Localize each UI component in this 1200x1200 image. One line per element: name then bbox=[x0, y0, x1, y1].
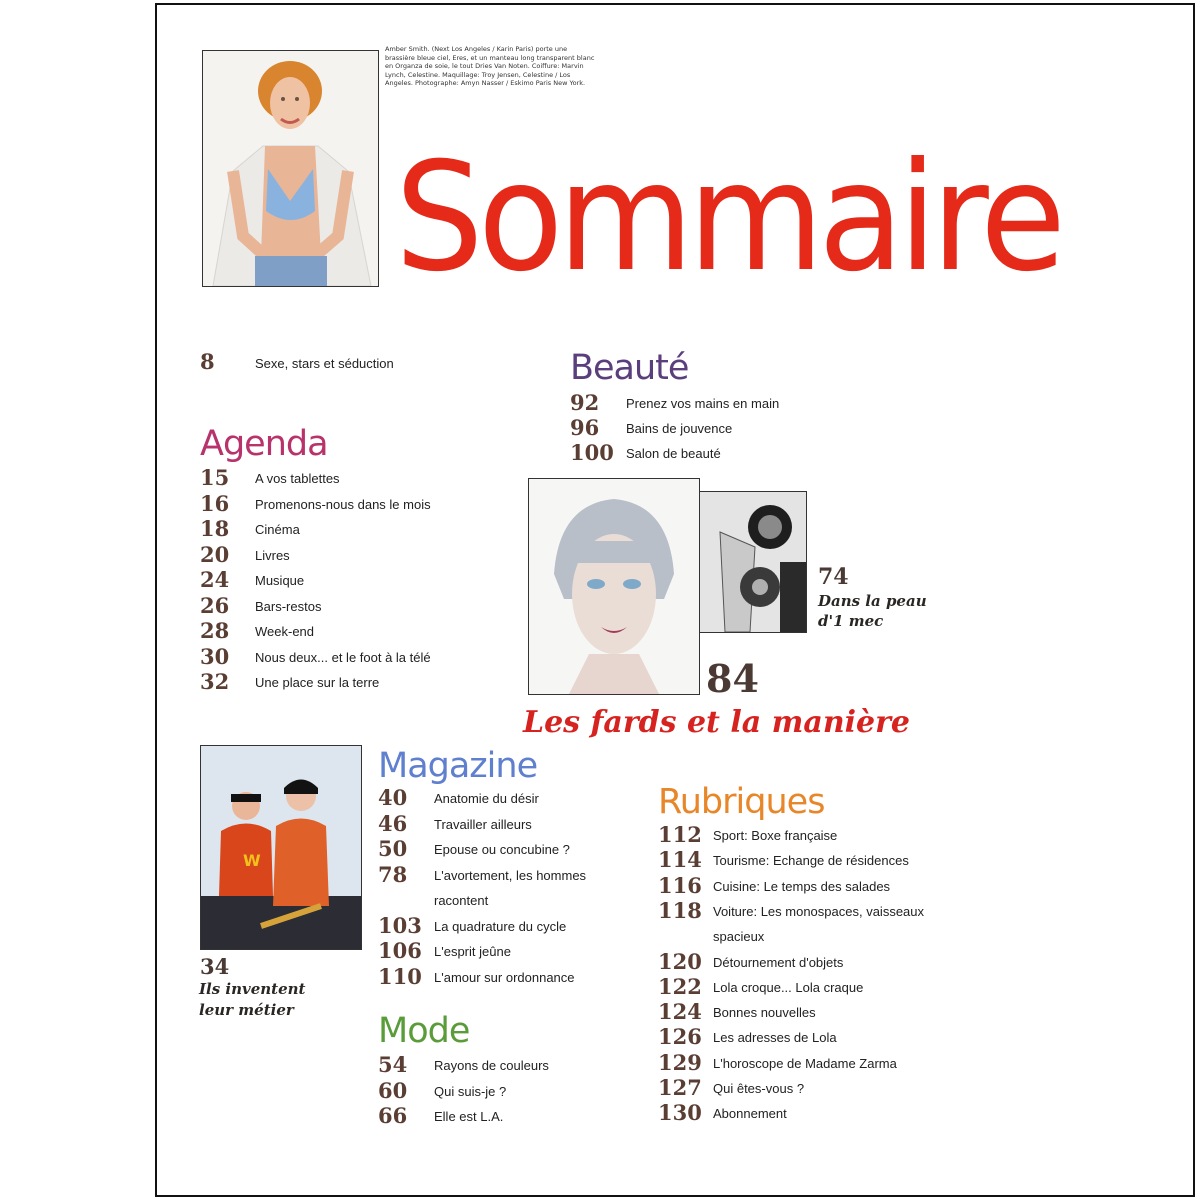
rubriques-item-number: 120 bbox=[658, 948, 702, 974]
magazine-item-label[interactable]: Anatomie du désir bbox=[434, 791, 539, 806]
mode-heading: Mode bbox=[378, 1011, 470, 1051]
magazine-item-label[interactable]: Epouse ou concubine ? bbox=[434, 842, 570, 857]
mode-item-label[interactable]: Qui suis-je ? bbox=[434, 1083, 507, 1099]
rubriques-item-number: 127 bbox=[658, 1075, 702, 1100]
motorcycle-photo bbox=[699, 491, 807, 633]
magazine-item-number: 46 bbox=[378, 810, 408, 836]
rubriques-item-number: 130 bbox=[658, 1100, 702, 1126]
magazine-item-label[interactable]: L'amour sur ordonnance bbox=[434, 969, 575, 985]
svg-text:W: W bbox=[243, 851, 261, 870]
magazine-item-number: 78 bbox=[378, 861, 408, 887]
motorcycle-illustration bbox=[700, 492, 806, 632]
cover-caption: Amber Smith. (Next Los Angeles / Karin Paris) porte une brassière bleue ciel, Eres, et un manteau long transparent blanc en Organza de soie, le tout Dries Van Noten. Coiffure: Marvin Lynch, Celestine. Maquillage: Troy Jensen, Celestine / Los Angeles. Photographe: Amyn Nasser / Eskimo Paris New York. bbox=[385, 45, 595, 88]
agenda-item-number: 32 bbox=[200, 669, 230, 694]
rubriques-item-label[interactable]: Voiture: Les monospaces, vaisseaux bbox=[713, 903, 925, 919]
feature-34-text-line2: leur métier bbox=[199, 1001, 294, 1019]
beaute-item-label[interactable]: Prenez vos mains en main bbox=[626, 396, 780, 411]
cyclists-photo bbox=[200, 745, 362, 950]
feature-34-text-line1: Ils inventent bbox=[199, 980, 306, 998]
agenda-item-number: 26 bbox=[200, 592, 230, 618]
feature-74-text-line2: d'1 mec bbox=[818, 612, 884, 630]
rubriques-item-label[interactable]: Détournement d'objets bbox=[713, 954, 844, 970]
intro-page-number: 8 bbox=[200, 349, 215, 374]
magazine-item-label-continued[interactable]: racontent bbox=[434, 893, 489, 908]
rubriques-item-number: 122 bbox=[658, 973, 702, 999]
page-title: Sommaire bbox=[395, 131, 1061, 305]
beauty-model-photo bbox=[528, 478, 700, 695]
agenda-item-number: 16 bbox=[200, 490, 230, 516]
magazine-item-label[interactable]: La quadrature du cycle bbox=[434, 918, 567, 934]
agenda-item-number: 15 bbox=[200, 465, 230, 490]
agenda-item-label[interactable]: Promenons-nous dans le mois bbox=[255, 496, 431, 512]
feature-84-text: Les fards et la manière bbox=[523, 705, 911, 740]
rubriques-item-number: 118 bbox=[658, 897, 702, 923]
feature-34-number: 34 bbox=[200, 954, 230, 979]
agenda-item-label[interactable]: Nous deux... et le foot à la télé bbox=[255, 649, 431, 665]
feature-84-number: 84 bbox=[706, 656, 759, 701]
agenda-item-label[interactable]: A vos tablettes bbox=[255, 471, 340, 486]
rubriques-item-label[interactable]: L'horoscope de Madame Zarma bbox=[713, 1055, 897, 1071]
agenda-item-label[interactable]: Une place sur la terre bbox=[255, 675, 380, 690]
magazine-item-number: 50 bbox=[378, 836, 408, 861]
agenda-item-label[interactable]: Bars-restos bbox=[255, 598, 322, 614]
agenda-item-number: 30 bbox=[200, 643, 230, 669]
rubriques-item-label[interactable]: Sport: Boxe française bbox=[713, 828, 838, 843]
rubriques-item-number: 114 bbox=[658, 847, 702, 873]
mode-item-number: 60 bbox=[378, 1077, 408, 1103]
rubriques-item-label[interactable]: Abonnement bbox=[713, 1106, 787, 1122]
agenda-item-number: 24 bbox=[200, 567, 230, 592]
agenda-item-label[interactable]: Musique bbox=[255, 573, 305, 588]
mode-item-number: 66 bbox=[378, 1103, 408, 1128]
rubriques-item-label[interactable]: Tourisme: Echange de résidences bbox=[713, 853, 909, 869]
agenda-item-number: 20 bbox=[200, 541, 230, 567]
rubriques-item-label[interactable]: Bonnes nouvelles bbox=[713, 1005, 816, 1021]
magazine-item-label[interactable]: Travailler ailleurs bbox=[434, 816, 532, 832]
rubriques-item-number: 126 bbox=[658, 1024, 702, 1050]
feature-74-number: 74 bbox=[818, 564, 849, 590]
rubriques-item-label[interactable]: Lola croque... Lola craque bbox=[713, 979, 864, 995]
agenda-heading: Agenda bbox=[200, 424, 328, 464]
magazine-item-label[interactable]: L'esprit jeûne bbox=[434, 944, 511, 959]
magazine-item-number: 103 bbox=[378, 912, 422, 938]
rubriques-item-label[interactable]: Cuisine: Le temps des salades bbox=[713, 878, 891, 894]
agenda-item-label[interactable]: Week-end bbox=[255, 624, 315, 639]
beauty-illustration bbox=[529, 479, 699, 694]
cyclists-illustration bbox=[201, 746, 361, 949]
magazine-item-number: 106 bbox=[378, 938, 422, 963]
rubriques-item-label-continued[interactable]: spacieux bbox=[713, 929, 765, 945]
magazine-heading: Magazine bbox=[378, 746, 538, 786]
beaute-item-label[interactable]: Bains de jouvence bbox=[626, 421, 733, 436]
mode-item-label[interactable]: Rayons de couleurs bbox=[434, 1058, 549, 1073]
model-illustration bbox=[203, 51, 378, 286]
beaute-item-label[interactable]: Salon de beauté bbox=[626, 446, 721, 461]
rubriques-item-label[interactable]: Les adresses de Lola bbox=[713, 1030, 837, 1046]
beaute-item-number: 96 bbox=[570, 415, 600, 440]
feature-74-text-line1: Dans la peau bbox=[818, 592, 927, 610]
rubriques-item-number: 129 bbox=[658, 1049, 702, 1075]
agenda-item-number: 28 bbox=[200, 618, 230, 643]
rubriques-item-label[interactable]: Qui êtes-vous ? bbox=[713, 1081, 805, 1096]
rubriques-item-number: 112 bbox=[658, 822, 702, 847]
beaute-item-number: 100 bbox=[570, 440, 614, 465]
rubriques-item-number: 116 bbox=[658, 872, 702, 898]
rubriques-item-number: 124 bbox=[658, 999, 702, 1025]
mode-item-label[interactable]: Elle est L.A. bbox=[434, 1109, 504, 1124]
beaute-heading: Beauté bbox=[570, 348, 689, 388]
magazine-item-number: 110 bbox=[378, 963, 422, 989]
magazine-item-number: 40 bbox=[378, 785, 408, 810]
agenda-item-label[interactable]: Livres bbox=[255, 547, 290, 563]
agenda-item-number: 18 bbox=[200, 516, 230, 541]
intro-label: Sexe, stars et séduction bbox=[255, 356, 394, 371]
mode-item-number: 54 bbox=[378, 1052, 408, 1077]
beaute-item-number: 92 bbox=[570, 390, 600, 415]
rubriques-heading: Rubriques bbox=[658, 782, 825, 822]
cover-model-photo bbox=[202, 50, 379, 287]
agenda-item-label[interactable]: Cinéma bbox=[255, 522, 300, 537]
magazine-item-label[interactable]: L'avortement, les hommes bbox=[434, 867, 587, 883]
